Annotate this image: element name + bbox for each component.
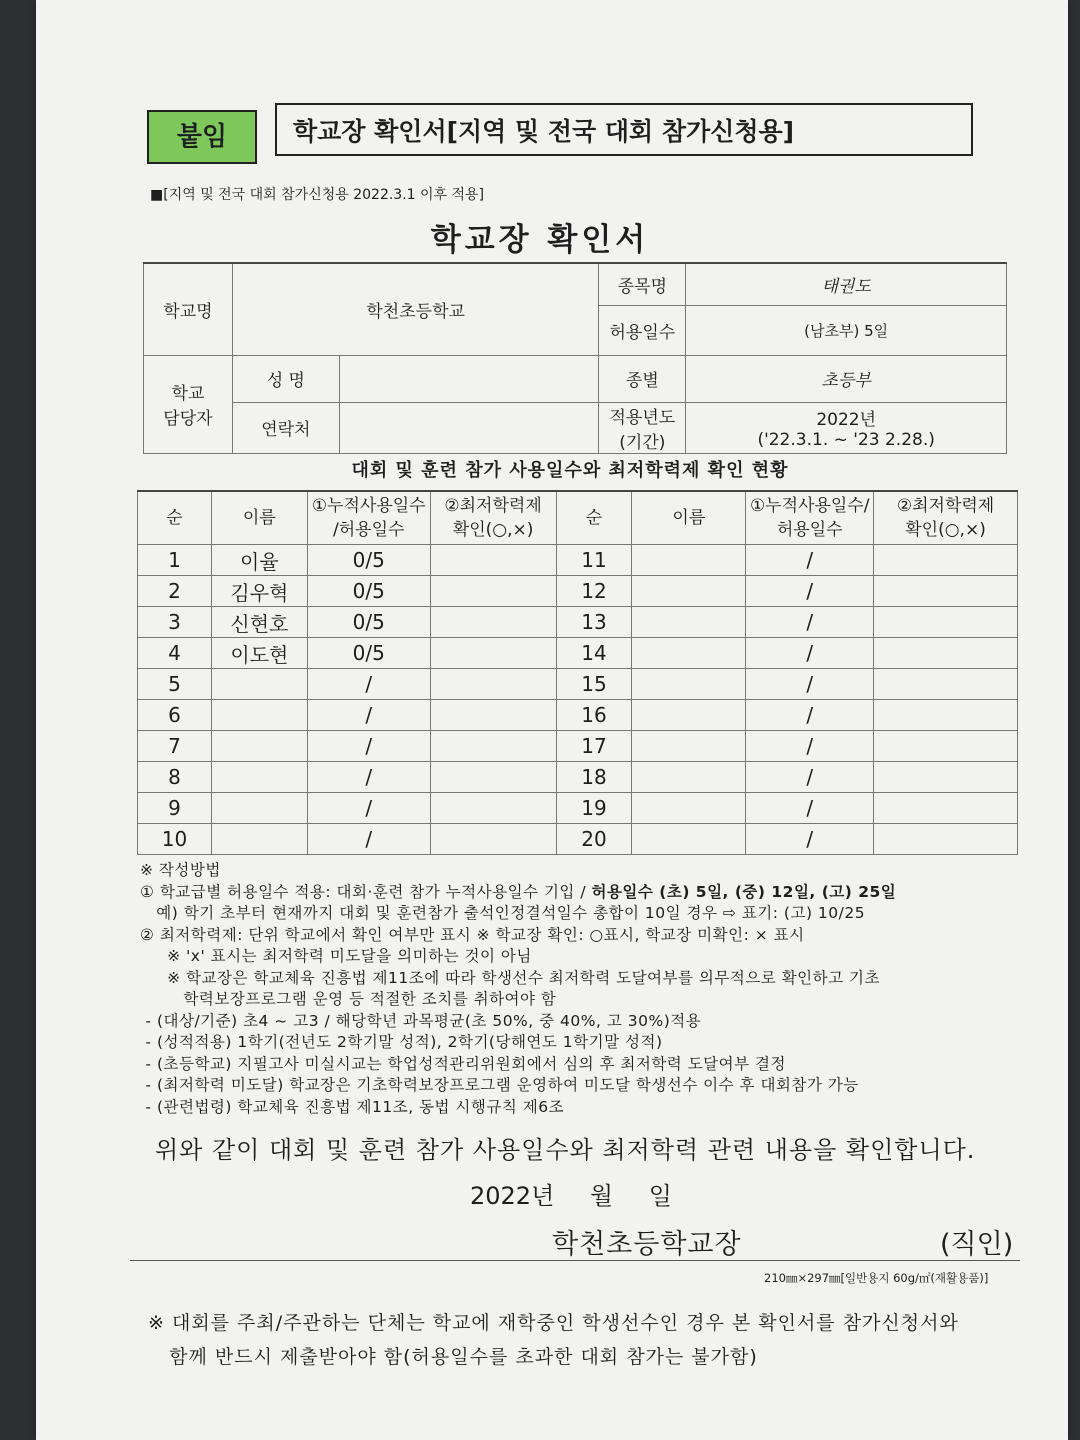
table-row [138,762,1018,793]
row-days: / [307,824,430,855]
confirmation-statement: 위와 같이 대회 및 훈련 참가 사용일수와 최저학력 관련 내용을 확인합니다. [155,1136,976,1164]
row-no: 9 [138,793,212,824]
row-no-2: 18 [556,762,632,793]
table-row [138,824,1018,855]
note-line-9: - (초등학교) 지필고사 미실시교는 학업성적관리위원회에서 심의 후 최저학력 도달여부 결정 [140,1054,786,1073]
row-days-2: / [746,545,874,576]
table-row [138,607,1018,638]
row-academic-2 [874,607,1018,638]
header-days [307,491,430,545]
table-row [138,731,1018,762]
row-days-2: / [746,669,874,700]
row-name-2 [632,700,746,731]
date-day: 일 [648,1182,672,1210]
staff-label [144,355,233,453]
row-name [211,731,307,762]
divider [130,1260,1020,1261]
row-academic [430,576,556,607]
header-days-line-2: /허용일수 [333,520,405,540]
row-name: 신현호 [211,607,307,638]
row-days-2: / [746,731,874,762]
row-academic-2 [874,669,1018,700]
row-academic-2 [874,576,1018,607]
note-line-1 [140,882,1020,904]
row-academic [430,731,556,762]
row-days: 0/5 [307,545,430,576]
participation-table [137,490,1018,855]
table-row [138,545,1018,576]
row-academic [430,669,556,700]
row-no-2: 15 [556,669,632,700]
row-no: 5 [138,669,212,700]
table-row [138,669,1018,700]
period-value [686,402,1007,453]
row-academic [430,824,556,855]
table-row [138,793,1018,824]
principal-title: 학천초등학교장 [552,1229,742,1260]
notes-heading: ※ 작성방법 [140,861,221,879]
row-days: / [307,731,430,762]
row-name-2 [632,824,746,855]
row-name [211,793,307,824]
staff-contact-value [339,402,599,453]
row-no-2: 16 [556,700,632,731]
row-no: 2 [138,576,212,607]
note-line-10: - (최저학력 미도달) 학교장은 기초학력보장프로그램 운영하여 미도달 학생선수 이수 후 대회참가 가능 [140,1076,859,1094]
document-title: 학교장 확인서 [430,222,650,258]
row-name-2 [632,607,746,638]
staff-contact-label: 연락처 [232,402,339,453]
row-days: / [307,793,430,824]
section-title: 대회 및 훈련 참가 사용일수와 최저학력제 확인 현황 [351,460,789,481]
header-days-2 [746,491,874,545]
row-no: 8 [138,762,212,793]
period-label-line-2: (기간) [619,432,666,453]
row-academic-2 [874,762,1018,793]
header-title: 학교장 확인서[지역 및 전국 대회 참가신청용] [275,103,973,156]
staff-name-label: 성 명 [232,355,339,402]
row-name [211,762,307,793]
row-no-2: 19 [556,793,632,824]
row-days-2: / [746,700,874,731]
signature-date [470,1176,700,1211]
row-academic-2 [874,638,1018,669]
note-line-2: 예) 학기 초부터 현재까지 대회 및 훈련참가 출석인정결석일수 총합이 10일 경우 ⇨ 표기: (고) 10/25 [140,904,866,922]
header-name-2: 이름 [632,491,746,545]
row-academic-2 [874,545,1018,576]
row-days: / [307,762,430,793]
row-name-2 [632,669,746,700]
row-name-2 [632,731,746,762]
category-label: 종별 [599,355,686,402]
note-line-1a: ① 학교급별 허용일수 적용: 대회·훈련 참가 누적사용일수 기입 / [140,882,592,901]
row-days-2: / [746,638,874,669]
header-no-2: 순 [556,491,632,545]
row-academic [430,762,556,793]
table-row [138,638,1018,669]
row-no: 1 [138,545,212,576]
staff-label-line-1: 학교 [171,384,205,404]
header-days-2-line-2: 허용일수 [776,520,843,540]
form-subnote: ■[지역 및 전국 대회 참가신청용 2022.3.1 이후 적용] [150,187,485,203]
period-range: ('22.3.1. ~ '23 2.28.) [757,430,935,450]
row-days-2: / [746,824,874,855]
row-days: / [307,669,430,700]
row-no-2: 20 [556,824,632,855]
row-no-2: 12 [556,576,632,607]
header-no: 순 [138,491,212,545]
footnote [148,1306,959,1374]
row-days-2: / [746,576,874,607]
period-label [599,402,686,453]
table-row [138,576,1018,607]
row-academic-2 [874,700,1018,731]
header-academic-2-line-2: 확인(○,×) [905,520,986,540]
note-line-3: ② 최저학력제: 단위 학교에서 확인 여부만 표시 ※ 학교장 확인: ○표시, 학교장 미확인: × 표시 [140,925,805,944]
row-name-2 [632,762,746,793]
staff-label-line-2: 담당자 [163,409,213,429]
instructions [140,860,1020,1118]
note-line-4: ※ 'x' 표시는 최저학력 미도달을 의미하는 것이 아님 [140,947,532,965]
row-name-2 [632,638,746,669]
header-academic-line-2: 확인(○,×) [452,520,534,540]
official-seal-label: (직인) [940,1229,1014,1260]
header-days-line-1: ①누적사용일수 [311,496,426,516]
row-no-2: 11 [556,545,632,576]
row-no: 10 [138,824,212,855]
row-no-2: 13 [556,607,632,638]
header-days-2-line-1: ①누적사용일수/ [749,496,870,516]
note-line-8: - (성적적용) 1학기(전년도 2학기말 성적), 2학기(당해연도 1학기말 성적) [140,1033,663,1051]
note-line-11: - (관련법령) 학교체육 진흥법 제11조, 동법 시행규칙 제6조 [140,1097,565,1116]
paper-size-note: 210㎜×297㎜[일반용지 60g/㎡(재활용품)] [764,1271,989,1285]
row-academic [430,545,556,576]
header-academic-line-1: ②최저학력제 [444,496,542,516]
category-value: 초등부 [686,355,1007,402]
row-name-2 [632,793,746,824]
row-no: 4 [138,638,212,669]
school-name-label: 학교명 [144,263,233,355]
staff-name-value [339,355,599,402]
row-days-2: / [746,793,874,824]
row-name-2 [632,545,746,576]
date-month: 월 [589,1182,614,1210]
row-academic-2 [874,731,1018,762]
header-academic-2-line-1: ②최저학력제 [896,496,995,516]
school-info-table [143,262,1007,454]
row-days: 0/5 [307,607,430,638]
sport-value: 태권도 [686,263,1007,305]
sport-label: 종목명 [599,263,686,305]
note-line-7: - (대상/기준) 초4 ~ 고3 / 해당학년 과목평균(초 50%, 중 40%, 고 30%)적용 [140,1011,702,1030]
row-name [211,700,307,731]
table-row [138,700,1018,731]
row-days: 0/5 [307,576,430,607]
header-academic [430,491,556,545]
row-no: 3 [138,607,212,638]
row-name: 이율 [211,545,307,576]
row-days-2: / [746,607,874,638]
row-academic [430,700,556,731]
row-name-2 [632,576,746,607]
row-days: / [307,700,430,731]
date-year: 2022년 [470,1182,555,1210]
row-name: 이도현 [211,638,307,669]
row-academic [430,638,556,669]
period-label-line-1: 적용년도 [609,407,676,428]
row-name: 김우혁 [211,576,307,607]
allowed-days-value: (남초부) 5일 [686,305,1007,355]
period-year: 2022년 [816,410,876,430]
row-academic-2 [874,793,1018,824]
row-days-2: / [746,762,874,793]
row-academic-2 [874,824,1018,855]
note-line-5: ※ 학교장은 학교체육 진흥법 제11조에 따라 학생선수 최저학력 도달여부를 의무적으로 확인하고 기초 [140,968,880,987]
row-no-2: 17 [556,731,632,762]
header-academic-2 [874,491,1018,545]
row-no-2: 14 [556,638,632,669]
row-name [211,669,307,700]
note-line-1b: 허용일수 (초) 5일, (중) 12일, (고) 25일 [591,882,897,901]
row-name [211,824,307,855]
allowed-days-label: 허용일수 [599,305,686,355]
attachment-badge: 붙임 [147,110,257,164]
header-name: 이름 [211,491,307,545]
row-no: 6 [138,700,212,731]
row-academic [430,607,556,638]
footnote-line-2: 함께 반드시 제출받아야 함(허용일수를 초과한 대회 참가는 불가함) [148,1346,758,1368]
row-academic [430,793,556,824]
note-line-6: 학력보장프로그램 운영 등 적절한 조치를 취하여야 함 [140,990,557,1008]
row-days: 0/5 [307,638,430,669]
footnote-line-1: ※ 대회를 주최/주관하는 단체는 학교에 재학중인 학생선수인 경우 본 확인서를 참가신청서와 [148,1312,959,1334]
school-name-value: 학천초등학교 [232,263,599,355]
row-no: 7 [138,731,212,762]
